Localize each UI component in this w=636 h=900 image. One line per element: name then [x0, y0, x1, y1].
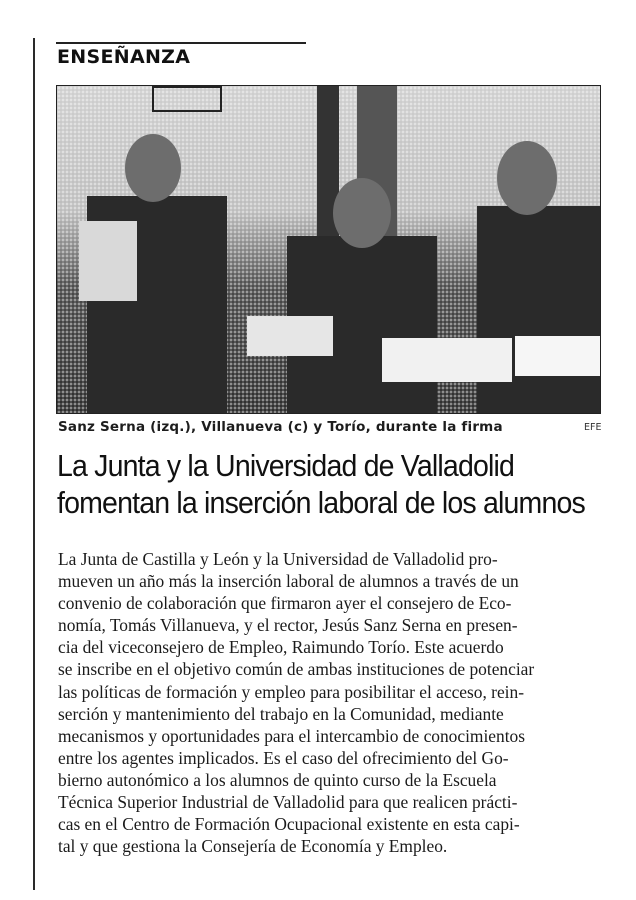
document-on-table [515, 336, 600, 376]
body-line: las políticas de formación y empleo para posibilitar el acceso, rein- [58, 681, 524, 702]
person-center-head [333, 178, 391, 248]
headline-line: fomentan la inserción laboral de los alumnos [57, 485, 585, 520]
body-line: tal y que gestiona la Consejería de Economía y Empleo. [58, 836, 448, 857]
body-line: serción y mantenimiento del trabajo en la Comunidad, mediante [58, 703, 504, 724]
body-line: entre los agentes implicados. Es el caso del ofrecimiento del Go- [58, 747, 509, 768]
person-left-head [125, 134, 181, 202]
body-line: Técnica Superior Industrial de Valladolid para que realicen prácti- [58, 792, 518, 813]
body-line: cas en el Centro de Formación Ocupacional existente en esta capi- [58, 814, 520, 835]
person-right-head [497, 141, 557, 215]
body-line: convenio de colaboración que firmaron ayer el consejero de Eco- [58, 593, 512, 614]
headline [57, 447, 585, 521]
body-line: La Junta de Castilla y León y la Universidad de Valladolid pro- [58, 549, 498, 569]
news-photo [56, 85, 601, 414]
body-line: mueven un año más la inserción laboral de alumnos a través de un [58, 571, 519, 592]
article-body [58, 548, 600, 857]
photo-caption: Sanz Serna (izq.), Villanueva (c) y Torío, durante la firma [58, 419, 503, 435]
document-held [79, 221, 137, 301]
section-rule [56, 42, 306, 44]
wall-frame [152, 86, 222, 112]
body-line: cia del viceconsejero de Empleo, Raimundo Torío. Este acuerdo [58, 637, 504, 658]
headline-line: La Junta y la Universidad de Valladolid [57, 448, 515, 483]
body-line: nomía, Tomás Villanueva, y el rector, Jesús Sanz Serna en presen- [58, 615, 518, 636]
body-line: bierno autonómico a los alumnos de quinto curso de la Escuela [58, 769, 497, 790]
body-line: se inscribe en el objetivo común de ambas instituciones de potenciar [58, 659, 535, 680]
column-rule [33, 38, 35, 890]
section-label: ENSEÑANZA [57, 46, 191, 68]
document-on-table [247, 316, 333, 356]
document-on-table [382, 338, 512, 382]
body-line: mecanismos y oportunidades para el intercambio de conocimientos [58, 725, 525, 746]
photo-credit: EFE [584, 422, 602, 433]
